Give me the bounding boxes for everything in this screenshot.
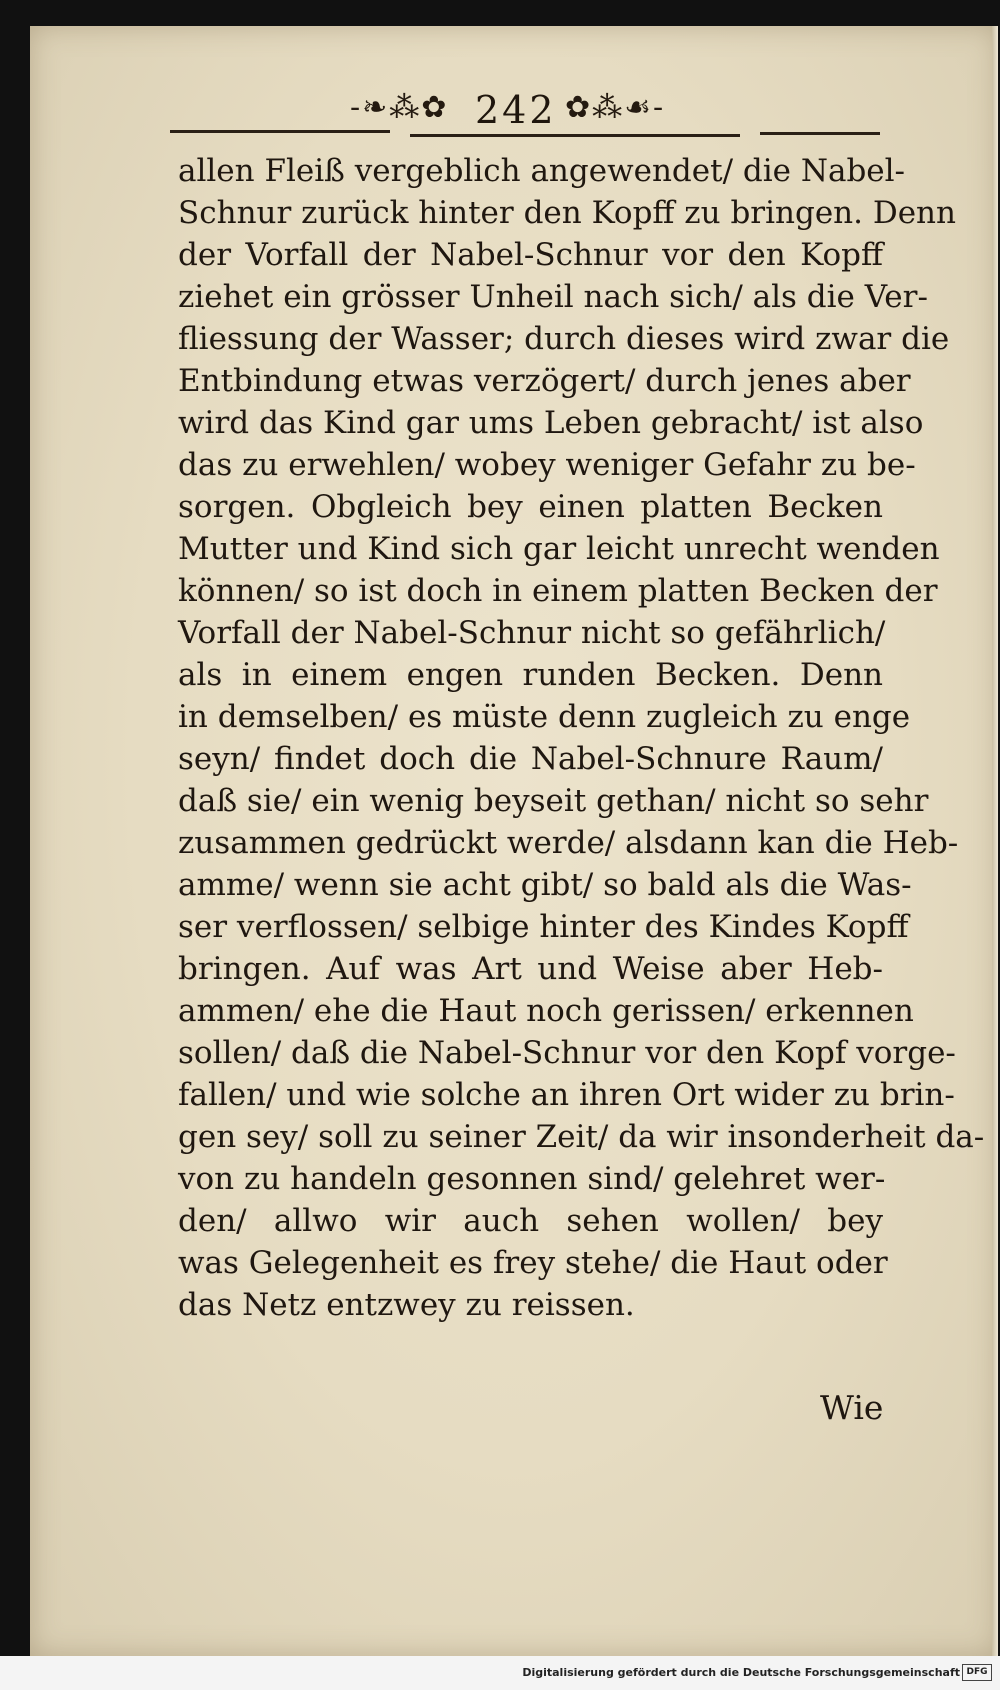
dfg-logo-icon: DFG (962, 1664, 992, 1681)
body-text (178, 150, 985, 1326)
text-line: daß sie/ ein wenig beyseit gethan/ nicht so sehr (178, 783, 929, 819)
text-line: Schnur zurück hinter den Kopff zu bringen. Denn (178, 195, 956, 231)
text-line: fliessung der Wasser; durch dieses wird zwar die (178, 321, 950, 357)
page-edge (992, 26, 998, 1656)
text-line: ammen/ ehe die Haut noch gerissen/ erkennen (178, 993, 914, 1029)
text-line: ser verflossen/ selbige hinter des Kindes Kopff (178, 909, 909, 945)
text-line: bringen. Auf was Art und Weise aber Heb- (178, 951, 883, 987)
catchword: Wie (820, 1388, 884, 1427)
text-line: allen Fleiß vergeblich angewendet/ die Nabel- (178, 153, 906, 189)
text-line: ziehet ein grösser Unheil nach sich/ als die Ver- (178, 279, 928, 315)
text-line: in demselben/ es müste denn zugleich zu enge (178, 699, 911, 735)
footer-credit: Digitalisierung gefördert durch die Deutsche Forschungsgemeinschaft (522, 1666, 960, 1679)
ornament-right-icon: ✿⁂☙- (565, 90, 666, 125)
text-line: Entbindung etwas verzögert/ durch jenes aber (178, 363, 911, 399)
footer-bar (0, 1656, 1000, 1690)
text-line: den/ allwo wir auch sehen wollen/ bey (178, 1203, 883, 1239)
text-line: was Gelegenheit es frey stehe/ die Haut oder (178, 1245, 888, 1281)
text-line: sollen/ daß die Nabel-Schnur vor den Kopf vorge- (178, 1035, 956, 1071)
text-line: als in einem engen runden Becken. Denn (178, 657, 883, 693)
text-line: Vorfall der Nabel-Schnur nicht so gefährlich/ (178, 615, 886, 651)
header-rule-right (760, 132, 880, 135)
text-line: Mutter und Kind sich gar leicht unrecht wenden (178, 531, 940, 567)
text-line: fallen/ und wie solche an ihren Ort wider zu brin- (178, 1077, 955, 1113)
header-rule-middle (410, 134, 740, 137)
text-line: können/ so ist doch in einem platten Becken der (178, 573, 938, 609)
page-number: 242 (475, 88, 557, 132)
text-line: gen sey/ soll zu seiner Zeit/ da wir insonderheit da- (178, 1119, 985, 1155)
text-line: von zu handeln gesonnen sind/ gelehret wer- (178, 1161, 886, 1197)
text-line: amme/ wenn sie acht gibt/ so bald als die Was- (178, 867, 912, 903)
text-line: zusammen gedrückt werde/ alsdann kan die Heb- (178, 825, 959, 861)
text-line: seyn/ findet doch die Nabel-Schnure Raum/ (178, 741, 883, 777)
text-line: das Netz entzwey zu reissen. (178, 1287, 635, 1323)
text-line: wird das Kind gar ums Leben gebracht/ ist also (178, 405, 924, 441)
header-rule-left (170, 130, 390, 133)
ornament-left-icon: -❧⁂✿ (350, 90, 449, 125)
text-line: der Vorfall der Nabel-Schnur vor den Kopff (178, 237, 883, 273)
text-line: sorgen. Obgleich bey einen platten Becken (178, 489, 883, 525)
text-line: das zu erwehlen/ wobey weniger Gefahr zu be- (178, 447, 916, 483)
page-header (170, 86, 880, 142)
